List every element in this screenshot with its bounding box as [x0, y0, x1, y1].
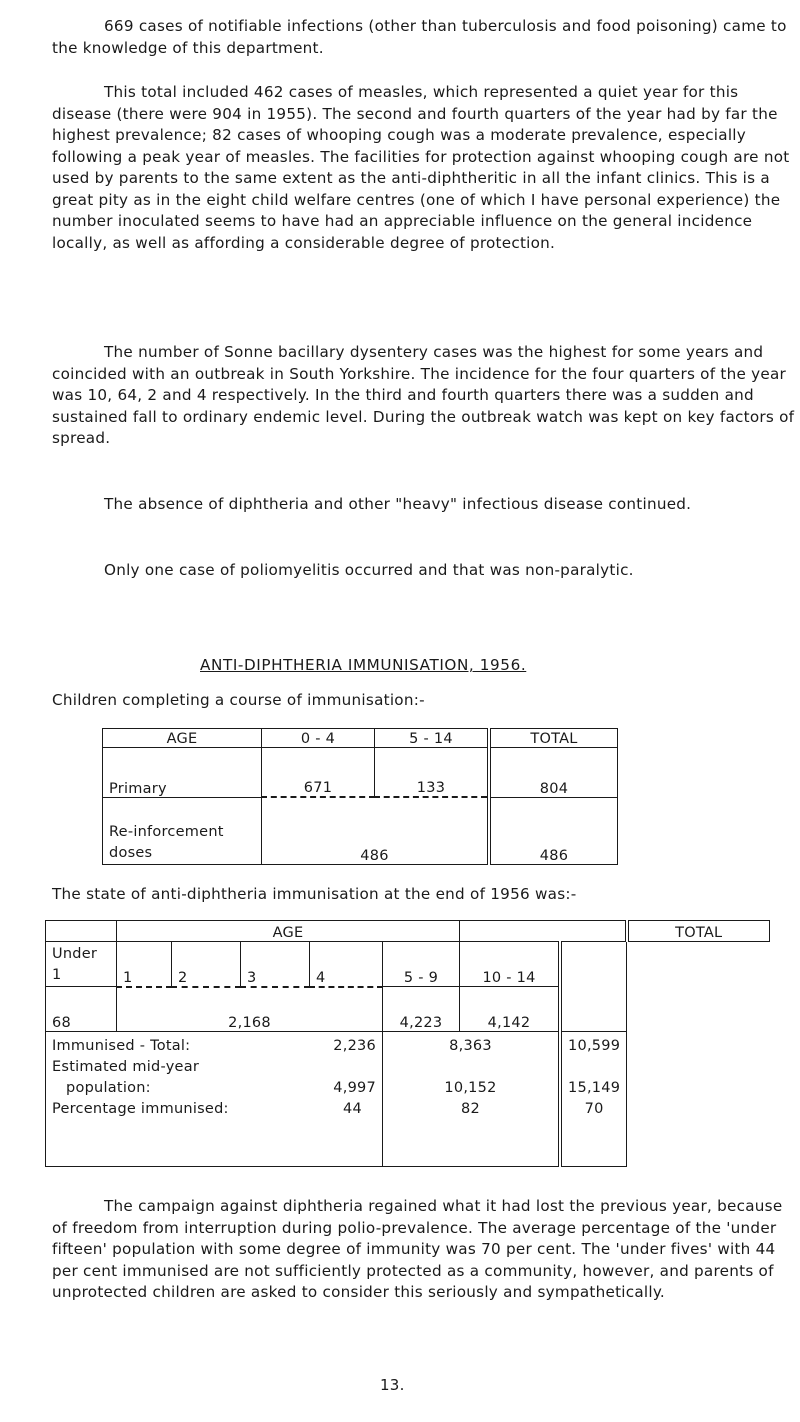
paragraph-notifiable: 669 cases of notifiable infections (other than tuberculosis and food poisoning) came to the knowledge of this department.: [52, 17, 787, 57]
table-row: [46, 942, 770, 987]
col-10-14: 10 - 14: [460, 942, 561, 987]
table-header-row: [103, 729, 618, 748]
paragraph-dysentery: The number of Sonne bacillary dysentery cases was the highest for some years and coincided with an outbreak in South Yorkshire. The incidence for the four quarters of the year was 10, 64, 2 and 4 respectively. In the third and fourth quarters there was a sudden and sustained fall to ordinary endemic level. During the outbreak watch was kept on key factors of spread.: [52, 343, 795, 447]
value-10-14: 4,142: [460, 987, 561, 1032]
header-5-14: 5 - 14: [375, 729, 490, 748]
paragraph-diphtheria-absence: The absence of diphtheria and other "heavy" infectious disease continued.: [104, 495, 692, 513]
page-number: 13.: [380, 1376, 405, 1394]
table-row: [103, 748, 618, 798]
summary-total: 10,599 15,149 70: [560, 1032, 627, 1167]
summary-row: [46, 1032, 770, 1167]
table-row: [103, 797, 618, 864]
section-heading: ANTI-DIPHTHERIA IMMUNISATION, 1956.: [200, 656, 527, 674]
primary-5-14: 133: [375, 748, 490, 798]
summary-labels: Immunised - Total: 2,236 Estimated mid-year population: 4,997 Percentage immunised: 44: [46, 1032, 383, 1167]
header-0-4: 0 - 4: [262, 729, 375, 748]
col-under-1: Under 1: [46, 942, 117, 987]
row-label-reinforcement: Re-inforcement doses: [103, 797, 262, 864]
value-1-4: 2,168: [117, 987, 383, 1032]
header-age: AGE: [117, 921, 460, 942]
intro-completing-course: Children completing a course of immunisation:-: [52, 691, 425, 709]
header-total: TOTAL: [627, 921, 770, 942]
immunisation-course-table: [102, 728, 618, 865]
primary-total: 804: [489, 748, 618, 798]
col-5-9: 5 - 9: [383, 942, 460, 987]
paragraph-poliomyelitis: Only one case of poliomyelitis occurred and that was non-paralytic.: [104, 561, 634, 579]
col-1: 1: [117, 942, 172, 987]
primary-0-4: 671: [262, 748, 375, 798]
row-label-primary: Primary: [103, 748, 262, 798]
paragraph-measles: This total included 462 cases of measles, which represented a quiet year for this disease (there were 904 in 1955). The second and fourth quarters of the year had by far the highest prevalence; 82 cases of whooping cough was a moderate prevalence, especially following a peak year of measles. The facilities for protection against whooping cough are not used by parents to the same extent as the anti-diphtheritic in all the infant clinics. This is a great pity as in the eight child welfare centres (one of which I have personal experience) the number inoculated seems to have had an appreciable influence on the general incidence locally, as well as affording a considerable degree of protection.: [52, 83, 790, 252]
col-2: 2: [172, 942, 241, 987]
reinforcement-combined: 486: [262, 797, 490, 864]
header-total: TOTAL: [489, 729, 618, 748]
value-under-1: 68: [46, 987, 117, 1032]
table-row: [46, 987, 770, 1032]
reinforcement-total: 486: [489, 797, 618, 864]
header-age: AGE: [103, 729, 262, 748]
intro-state-of-immunisation: The state of anti-diphtheria immunisation at the end of 1956 was:-: [52, 885, 577, 903]
table-header-row: [46, 921, 770, 942]
immunisation-state-table: [45, 920, 770, 1167]
value-5-9: 4,223: [383, 987, 460, 1032]
col-4: 4: [310, 942, 383, 987]
summary-5-14: 8,363 10,152 82: [383, 1032, 561, 1167]
col-3: 3: [241, 942, 310, 987]
paragraph-campaign: The campaign against diphtheria regained what it had lost the previous year, because of freedom from interruption during polio-prevalence. The average percentage of the 'under fifteen' population with some degree of immunity was 70 per cent. The 'under fives' with 44 per cent immunised are not sufficiently protected as a community, however, and parents of unprotected children are asked to consider this seriously and sympathetically.: [52, 1197, 783, 1301]
